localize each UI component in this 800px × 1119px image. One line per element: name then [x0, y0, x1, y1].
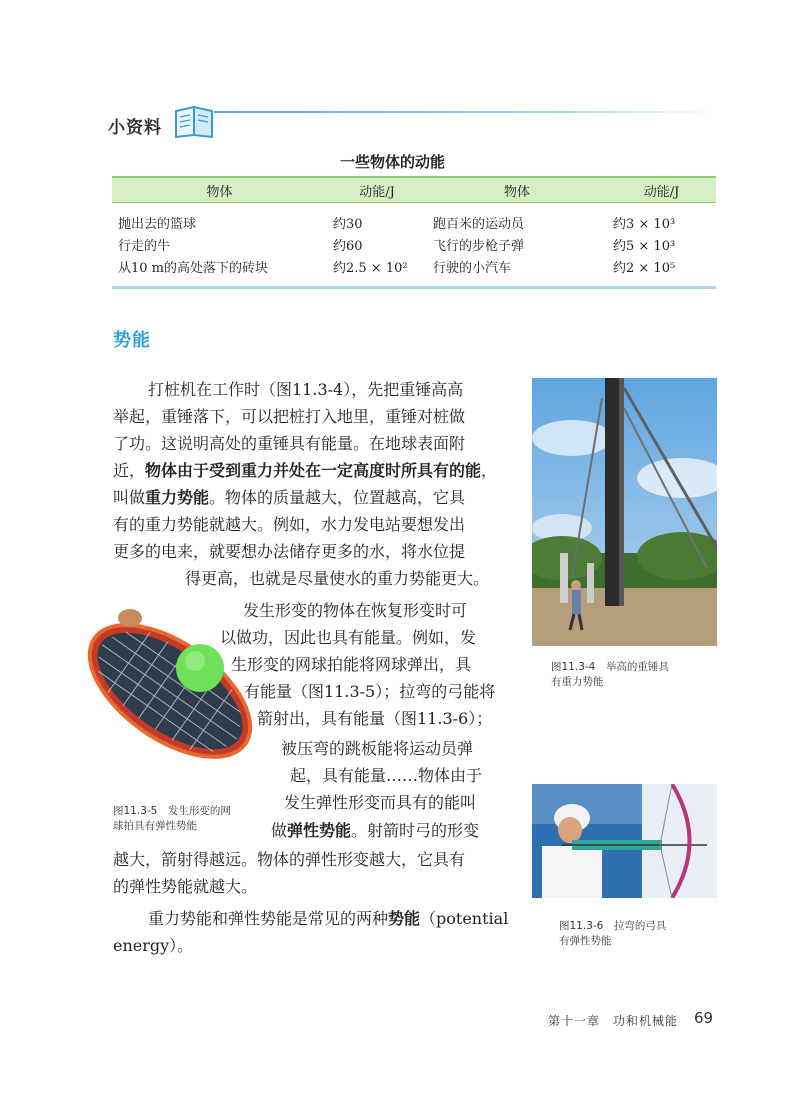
- para3-line-1: [148, 905, 508, 933]
- table-cell: 约30: [333, 216, 363, 232]
- para1-line: 了功。这说明高处的重锤具有能量。在地球表面附: [113, 434, 466, 453]
- para2-line-9: [271, 817, 479, 845]
- sidebar-title: 小资料: [108, 118, 162, 138]
- para2-line: 被压弯的跳板能将运动员弹: [281, 739, 474, 758]
- para2-line: 有能量（图11.3-5）；拉弯的弓能将: [244, 682, 496, 701]
- figure-caption-11-3-4-line2: 有重力势能: [551, 676, 604, 688]
- book-icon: [172, 103, 216, 141]
- text: （potential: [420, 909, 509, 928]
- text: 近，: [113, 461, 146, 480]
- table-cell: 约2 × 10⁵: [613, 260, 676, 276]
- para2-line: 越大，箭射得越远。物体的弹性形变越大，它具有: [113, 850, 466, 869]
- para1-line: 举起，重锤落下，可以把桩打入地里，重锤对桩做: [113, 407, 466, 426]
- para2-line: 发生弹性形变而具有的能叫: [284, 793, 477, 812]
- table-cell: 约3 × 10³: [613, 216, 676, 232]
- para1-line: 更多的电来，就要想办法储存更多的水，将水位提: [113, 542, 466, 561]
- kinetic-energy-table: [112, 176, 716, 283]
- table-cell: 约5 × 10³: [613, 238, 676, 254]
- text: 重力势能和弹性势能是常见的两种: [148, 909, 389, 928]
- gravitational-pe-definition: 物体由于受到重力并处在一定高度时所具有的能: [145, 461, 482, 480]
- table-cell: 约60: [333, 238, 363, 254]
- section-title: 势能: [113, 330, 151, 351]
- table-row: [112, 203, 716, 234]
- table-cell: 行走的牛: [118, 238, 171, 254]
- text: ，: [481, 461, 498, 480]
- text: 。射箭时弓的形变: [351, 821, 480, 840]
- para1-line-4: [113, 457, 497, 485]
- sidebar-rule: [214, 111, 714, 113]
- table-cell: 跑百米的运动员: [433, 216, 525, 232]
- text: 。物体的质量越大，位置越高，它具: [209, 488, 466, 507]
- para2-line: 起，具有能量……物体由于: [290, 766, 483, 785]
- table-header-row: [112, 177, 716, 203]
- gravitational-pe-term: 重力势能: [145, 488, 210, 507]
- para2-line: 以做功，因此也具有能量。例如，发: [220, 628, 477, 647]
- header-object-2: 物体: [427, 177, 607, 203]
- para2-line: 的弹性势能就越大。: [113, 877, 258, 896]
- para2-line: 箭射出，具有能量（图11.3-6）；: [257, 709, 493, 728]
- potential-energy-term: 势能: [388, 909, 421, 928]
- para1-line-5: [113, 484, 465, 512]
- table-row: [112, 233, 716, 255]
- para1-line: 打桩机在工作时（图11.3-4），先把重锤高高: [148, 380, 464, 399]
- figure-caption-11-3-6-line1: 图11.3-6 拉弯的弓具: [559, 920, 667, 932]
- table-title: 一些物体的动能: [340, 153, 446, 171]
- page-number: 69: [694, 1009, 714, 1027]
- figure-caption-11-3-5-line2: 球拍具有弹性势能: [113, 820, 197, 832]
- elastic-pe-term: 弹性势能: [287, 821, 352, 840]
- chapter-footer: 第十一章 功和机械能: [548, 1014, 679, 1028]
- text: 做: [271, 821, 288, 840]
- tennis-racket-photo: [70, 598, 270, 784]
- table-cell: 飞行的步枪子弹: [433, 238, 525, 254]
- para1-line: 得更高，也就是尽量使水的重力势能更大。: [185, 569, 490, 588]
- table-cell: 约2.5 × 10²: [333, 260, 408, 276]
- table-row: [112, 255, 716, 283]
- pile-driver-photo: [532, 378, 717, 646]
- figure-caption-11-3-5-line1: 图11.3-5 发生形变的网: [113, 805, 231, 817]
- table-cell: 行驶的小汽车: [433, 260, 512, 276]
- figure-caption-11-3-6-line2: 有弹性势能: [559, 935, 612, 947]
- archer-photo: [532, 784, 717, 898]
- table-cell: 抛出去的篮球: [118, 216, 197, 232]
- para1-line: 有的重力势能就越大。例如，水力发电站要想发出: [113, 515, 466, 534]
- header-energy-1: 动能/J: [327, 177, 427, 203]
- para3-line-2: energy）。: [113, 936, 194, 955]
- para2-line: 发生形变的物体在恢复形变时可: [243, 601, 468, 620]
- header-object-1: 物体: [112, 177, 327, 203]
- table-cell: 从10 m的高处落下的砖块: [118, 260, 269, 276]
- figure-caption-11-3-4-line1: 图11.3-4 举高的重锤具: [551, 661, 669, 673]
- para2-line: 生形变的网球拍能将网球弹出，具: [231, 655, 472, 674]
- header-energy-2: 动能/J: [607, 177, 716, 203]
- sidebar-bottom-rule: [112, 286, 716, 289]
- text: 叫做: [113, 488, 146, 507]
